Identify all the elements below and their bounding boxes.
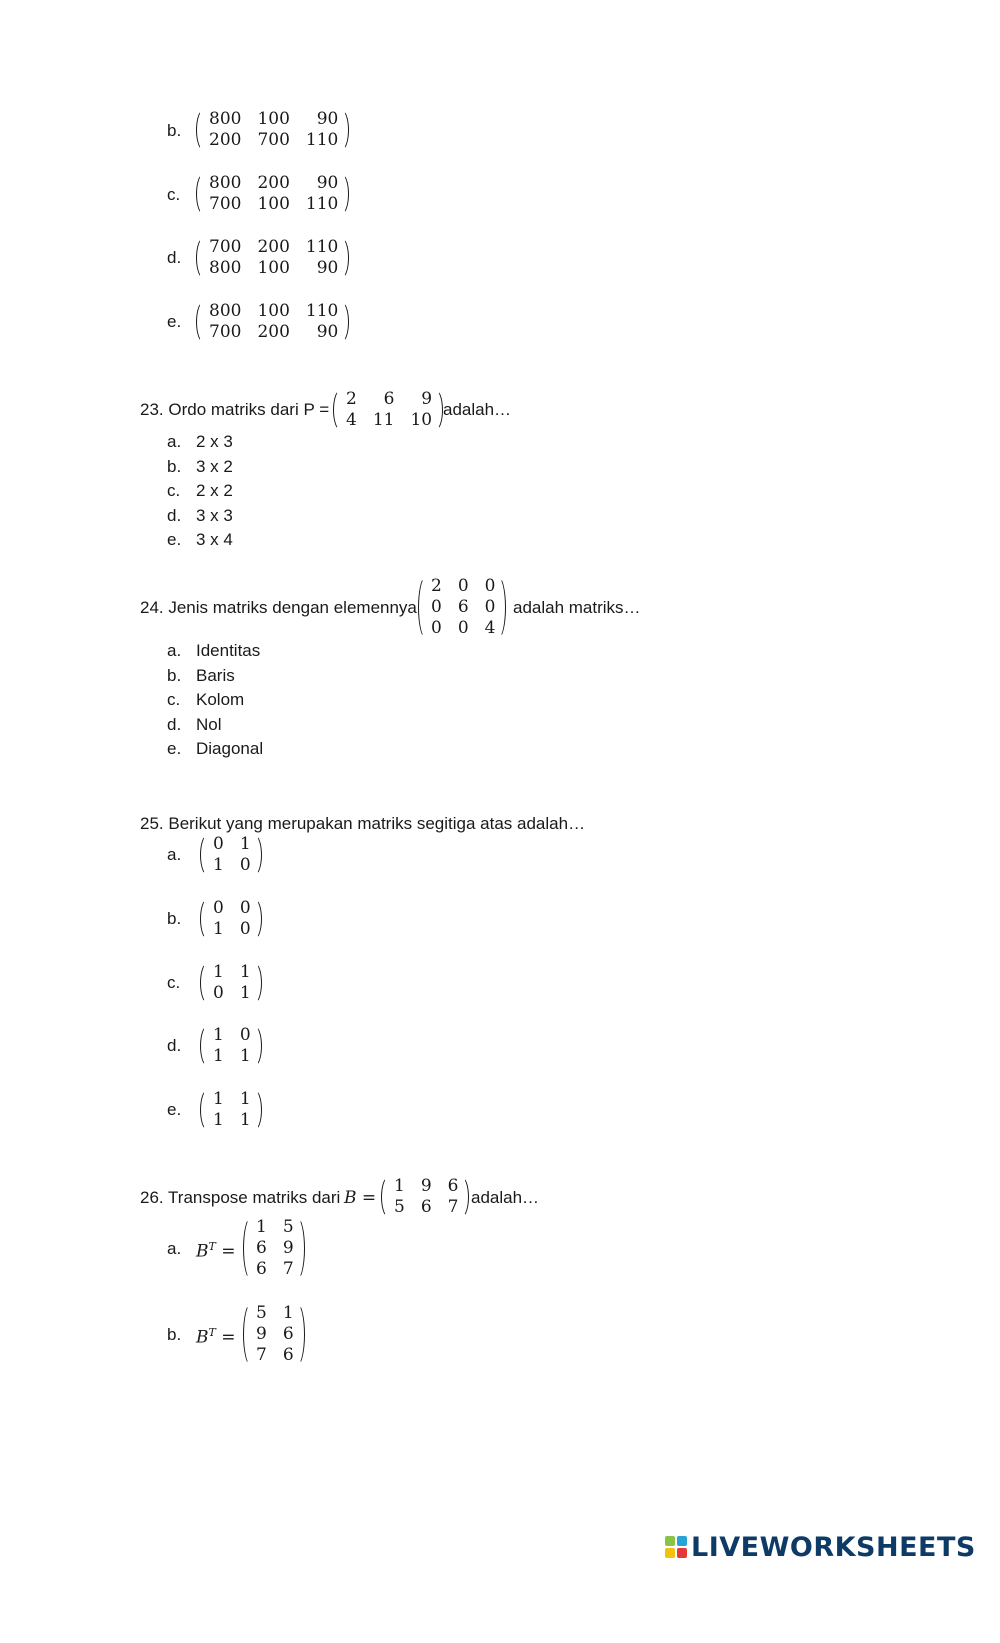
option-letter: d. [167, 506, 182, 525]
option-text: 2 x 2 [196, 481, 233, 500]
matrix-cell: 1 [213, 1110, 224, 1130]
option-letter: e. [167, 739, 182, 758]
matrix-left-bracket [196, 237, 205, 279]
question-suffix: adalah… [443, 400, 512, 419]
matrix [418, 576, 506, 639]
matrix-cell: 6 [282, 1345, 294, 1365]
matrix-row [205, 130, 340, 151]
matrix-left-bracket [196, 109, 205, 151]
matrix-cell: 200 [209, 130, 242, 150]
option-letter: b. [167, 909, 182, 928]
matrix-left-bracket [243, 1217, 252, 1280]
option-text: Identitas [196, 641, 261, 660]
matrix-cell: 700 [209, 322, 242, 342]
liveworksheets-logo [665, 1530, 976, 1564]
option-letter: d. [167, 1036, 182, 1055]
option-letter: e. [167, 530, 182, 549]
matrix-cell: 6 [256, 1238, 267, 1258]
question-suffix: adalah… [471, 1188, 540, 1207]
matrix-cell: 800 [209, 173, 242, 193]
matrix-row [427, 597, 497, 618]
option-text: 2 x 3 [196, 432, 233, 451]
matrix-cell: 7 [282, 1259, 294, 1279]
matrix-left-bracket [333, 389, 342, 431]
brand-text: LIVEWORKSHEETS [691, 1531, 976, 1563]
matrix-cell: 200 [257, 322, 290, 342]
matrix-cell: 11 [372, 410, 395, 430]
matrix-cell: 0 [457, 618, 469, 638]
matrix-cell: 90 [316, 109, 339, 129]
matrix-cell: 6 [447, 1176, 459, 1196]
option-letter: c. [167, 185, 181, 204]
question-suffix: adalah matriks… [513, 598, 641, 617]
matrix-right-bracket [340, 173, 349, 215]
option-letter: b. [167, 666, 182, 685]
matrix-cell: 1 [239, 1046, 251, 1066]
transpose-expr: $B^T$ = [196, 1326, 236, 1348]
matrix-cell: 800 [209, 109, 242, 129]
matrix-cell: 1 [213, 1089, 224, 1109]
matrix [196, 109, 349, 151]
option-text: Diagonal [196, 739, 264, 758]
matrix-left-bracket [381, 1176, 390, 1218]
option-text: 3 x 2 [196, 457, 233, 476]
matrix-right-bracket [340, 237, 349, 279]
matrix-cell: 110 [305, 194, 339, 214]
logo-square-green [665, 1536, 675, 1546]
matrix-row [205, 258, 340, 279]
option-letter: a. [167, 641, 182, 660]
matrix-cell: 0 [484, 597, 496, 617]
matrix-cell: 800 [209, 258, 242, 278]
matrix-cell: 700 [209, 237, 242, 257]
matrix-cell: 6 [256, 1259, 267, 1279]
option-text: Baris [196, 666, 235, 685]
matrix [200, 1089, 262, 1131]
matrix-cell: 800 [209, 301, 242, 321]
matrix-row [427, 618, 497, 639]
matrix-cell: 1 [239, 983, 251, 1003]
matrix-cell: 4 [484, 618, 496, 638]
matrix-cell: 1 [394, 1176, 405, 1196]
matrix-cell: 1 [239, 834, 251, 854]
matrix-cell: 0 [239, 919, 251, 939]
matrix-left-bracket [200, 898, 209, 940]
matrix [200, 834, 262, 876]
matrix-cell: 1 [239, 962, 251, 982]
matrix-cell: 1 [213, 1046, 224, 1066]
matrix-cell: 6 [282, 1324, 294, 1344]
matrix [196, 173, 349, 215]
matrix-row [342, 389, 434, 410]
matrix-cell: 1 [239, 1089, 251, 1109]
matrix-cell: 7 [447, 1197, 459, 1217]
matrix-right-bracket [340, 109, 349, 151]
matrix-cell: 110 [305, 301, 339, 321]
option-letter: a. [167, 432, 182, 451]
matrix-left-bracket [196, 301, 205, 343]
matrix-body [342, 389, 434, 431]
matrix-right-bracket [296, 1303, 305, 1366]
logo-square-red [677, 1548, 687, 1558]
option-letter: c. [167, 973, 181, 992]
option-letter: d. [167, 248, 182, 267]
matrix-right-bracket [497, 576, 506, 639]
matrix [196, 301, 349, 343]
matrix-row [205, 322, 340, 343]
matrix [243, 1217, 305, 1280]
matrix-left-bracket [200, 834, 209, 876]
matrix-right-bracket [253, 898, 262, 940]
matrix-row [427, 576, 497, 597]
matrix-cell: 0 [239, 855, 251, 875]
option-text: 3 x 3 [196, 506, 233, 525]
matrix-cell: 0 [213, 983, 224, 1003]
matrix [200, 1025, 262, 1067]
matrix-cell: 90 [316, 322, 339, 342]
matrix-row [205, 301, 340, 322]
question-text: 23. Ordo matriks dari P = [140, 400, 330, 419]
matrix-cell: 2 [431, 576, 442, 596]
matrix-row [390, 1176, 460, 1197]
matrix-cell: 1 [282, 1303, 294, 1323]
matrix-right-bracket [253, 962, 262, 1004]
matrix-left-bracket [243, 1303, 252, 1366]
matrix-cell: 7 [256, 1345, 267, 1365]
matrix-cell: 1 [239, 1110, 251, 1130]
matrix-cell: 5 [394, 1197, 405, 1217]
matrix-row [390, 1197, 460, 1218]
question-text: 24. Jenis matriks dengan elemennya [140, 598, 417, 617]
matrix-cell: 0 [484, 576, 496, 596]
matrix-right-bracket [296, 1217, 305, 1280]
matrix [200, 898, 262, 940]
matrix-row [342, 410, 434, 431]
option-letter: e. [167, 312, 182, 331]
matrix-left-bracket [418, 576, 427, 639]
matrix-left-bracket [200, 1025, 209, 1067]
matrix-cell: 5 [282, 1217, 294, 1237]
matrix-cell: 200 [257, 173, 290, 193]
option-text: Kolom [196, 690, 245, 709]
matrix-cell: 10 [410, 410, 433, 430]
matrix-cell: 0 [213, 898, 224, 918]
option-letter: b. [167, 457, 182, 476]
logo-square-yellow [665, 1548, 675, 1558]
matrix-cell: 1 [256, 1217, 267, 1237]
matrix [196, 237, 349, 279]
matrix-cell: 1 [213, 919, 224, 939]
matrix-cell: 0 [239, 1025, 251, 1045]
matrix-cell: 6 [420, 1197, 432, 1217]
matrix-cell: 6 [383, 389, 395, 409]
option-letter: e. [167, 1100, 182, 1119]
option-letter: a. [167, 845, 182, 864]
matrix-cell: 9 [420, 1176, 432, 1196]
matrix-cell: 110 [305, 130, 339, 150]
matrix-row [205, 194, 340, 215]
matrix-cell: 4 [346, 410, 357, 430]
option-letter: b. [167, 1325, 182, 1344]
matrix-cell: 9 [421, 389, 433, 409]
matrix-row [205, 109, 340, 130]
logo-square-blue [677, 1536, 687, 1546]
transpose-expr: $B^T$ = [196, 1240, 236, 1262]
matrix-b [381, 1176, 469, 1218]
matrix-cell: 2 [346, 389, 357, 409]
matrix-right-bracket [434, 389, 443, 431]
question-text: 26. Transpose matriks dari [140, 1188, 341, 1207]
matrix-row [205, 237, 340, 258]
matrix-var: B = [344, 1188, 377, 1208]
matrix-body [205, 109, 340, 151]
matrix-cell: 90 [316, 258, 339, 278]
matrix-cell: 5 [256, 1303, 267, 1323]
matrix-right-bracket [253, 1089, 262, 1131]
matrix-cell: 9 [256, 1324, 267, 1344]
matrix-cell: 0 [239, 898, 251, 918]
matrix-left-bracket [200, 962, 209, 1004]
option-letter: a. [167, 1239, 182, 1258]
option-text: Nol [196, 715, 222, 734]
matrix-cell: 100 [257, 194, 290, 214]
option-letter: c. [167, 690, 181, 709]
matrix-p [333, 389, 443, 431]
matrix-cell: 1 [213, 855, 224, 875]
matrix-cell: 0 [431, 597, 442, 617]
matrix-cell: 100 [257, 109, 290, 129]
matrix [243, 1303, 305, 1366]
liveworksheets-logo-icon [665, 1536, 687, 1558]
matrix-body [427, 576, 497, 639]
matrix-right-bracket [460, 1176, 469, 1218]
matrix-cell: 100 [257, 258, 290, 278]
option-letter: c. [167, 481, 181, 500]
matrix-cell: 90 [316, 173, 339, 193]
matrix-body [205, 301, 340, 343]
matrix-cell: 0 [431, 618, 442, 638]
matrix-cell: 110 [305, 237, 339, 257]
matrix-cell: 200 [257, 237, 290, 257]
option-text: 3 x 4 [196, 530, 233, 549]
matrix-cell: 0 [213, 834, 224, 854]
matrix-cell: 700 [209, 194, 242, 214]
option-letter: b. [167, 121, 182, 140]
matrix-cell: 9 [282, 1238, 294, 1258]
matrix-right-bracket [253, 834, 262, 876]
option-letter: d. [167, 715, 182, 734]
matrix-body [205, 237, 340, 279]
question-text: 25. Berikut yang merupakan matriks segitiga atas adalah… [140, 814, 586, 833]
matrix-cell: 100 [257, 301, 290, 321]
matrix-cell: 1 [213, 962, 224, 982]
matrix-left-bracket [200, 1089, 209, 1131]
matrix-body [390, 1176, 460, 1218]
matrix-left-bracket [196, 173, 205, 215]
matrix-right-bracket [340, 301, 349, 343]
matrix-cell: 0 [457, 576, 469, 596]
matrix-body [205, 173, 340, 215]
matrix-row [205, 173, 340, 194]
matrix-right-bracket [253, 1025, 262, 1067]
matrix-cell: 1 [213, 1025, 224, 1045]
matrix [200, 962, 262, 1004]
matrix-cell: 700 [257, 130, 290, 150]
matrix-cell: 6 [457, 597, 469, 617]
